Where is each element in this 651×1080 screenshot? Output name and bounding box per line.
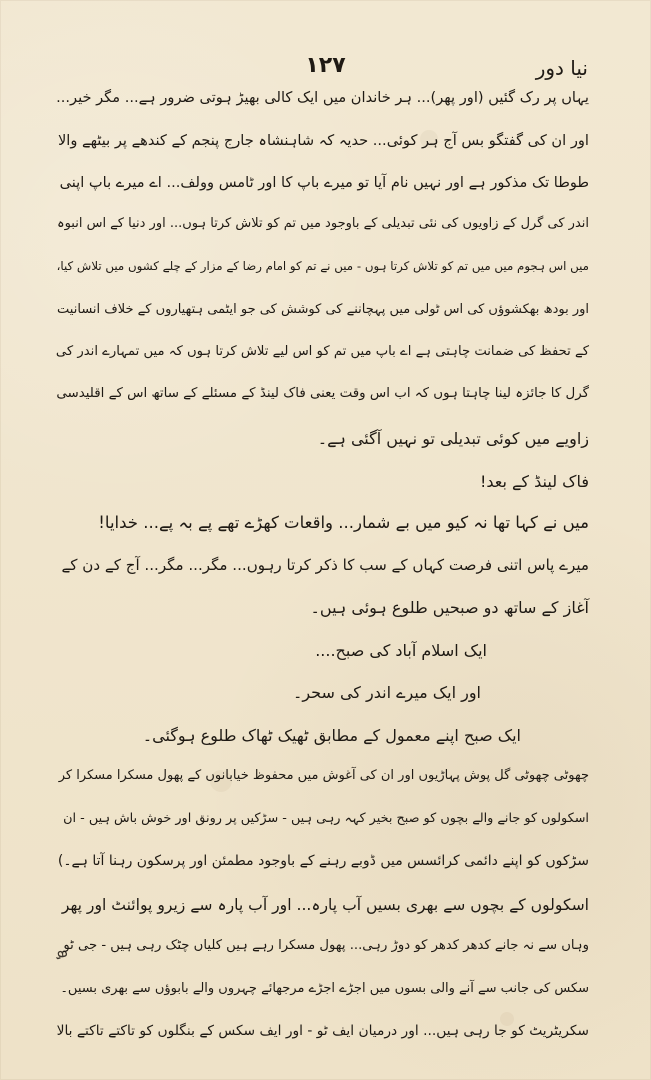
running-header-title: نیا دور: [535, 56, 588, 80]
page-content: [56, 89, 589, 1060]
text-line-17: چھوٹی چھوٹی گل پوش پہاڑیوں اور ان کی آغوش میں محفوظ خیابانوں کے پھول مسکرا مسکرا کر: [58, 768, 589, 783]
text-line-16: ایک صبح اپنے معمول کے مطابق ٹھیک ٹھاک طلوع ہوگئی۔: [142, 726, 521, 745]
text-line-14: ایک اسلام آباد کی صبح....: [315, 641, 487, 660]
text-line-15: اور ایک میرے اندر کی سحر۔: [292, 683, 481, 702]
text-line-18: اسکولوں کو جانے والے بچوں کو صبح بخیر کہہ رہی ہیں - سڑکیں پر رونق اور خوش باش ہیں - ان: [63, 811, 589, 826]
text-line-3: طوطا تک مذکور ہے اور نہیں نام آیا تو میرے باپ کا اور ٹامس وولف... اے میرے باپ اپنی: [59, 174, 589, 191]
text-line-6: اور بودھ بھکشوؤں کی اس ٹولی میں پہچاننے کی کوشش کی جو ایٹمی ہتھیاروں کے خلاف انسانیت: [57, 302, 589, 317]
text-line-8: گرل کا جائزہ لینا چاہتا ہوں کہ اب اس وقت یعنی فاک لینڈ کے مسئلے کے ساتھ اس کے اقلیدسی: [56, 386, 589, 401]
text-line-5: میں اس ہجوم میں میں تم کو تلاش کرتا ہوں - میں نے تم کو امام رضا کے مزار کے چلے کشوں میں تلاش کیا،: [56, 259, 589, 273]
text-line-19: سڑکوں کو اپنے دائمی کرائسس میں ڈوبے رہنے کے باوجود مطمئن اور پرسکون رہنا آتا ہے۔): [57, 853, 589, 869]
margin-mark: ܣ: [50, 941, 71, 965]
text-line-4: اندر کی گرل کے زاویوں کی نئی تبدیلی کے باوجود میں تم کو تلاش کرتا ہوں... اور دنیا کے اس انبوہ: [56, 216, 589, 231]
text-line-9: زاویے میں کوئی تبدیلی تو نہیں آگئی ہے۔: [317, 429, 589, 448]
text-line-21: وہاں سے نہ جانے کدھر کدھر کو دوڑ رہی... پھول مسکرا رہے ہیں کلیاں چٹک رہی ہیں - جی ٹو: [63, 938, 589, 953]
text-line-7: کے تحفظ کی ضمانت چاہتی ہے اے باپ میں تم کو اس لیے تلاش کرتا ہوں کہ میں تمہارے اندر کی: [55, 344, 589, 359]
text-line-13: آغاز کے ساتھ دو صبحیں طلوع ہوئی ہیں۔: [310, 598, 589, 617]
page-number: ۱۲۷: [305, 53, 346, 78]
text-line-11: میں نے کہا تھا نہ کیو میں بے شمار... واقعات کھڑے تھے پے بہ پے... خدایا!: [98, 513, 589, 532]
text-line-23: سکریٹریٹ کو جا رہی ہیں... اور درمیان ایف ٹو - اور ایف سکس کے بنگلوں کو تاکتے تاکتے بالا: [56, 1023, 589, 1039]
text-line-20: اسکولوں کے بچوں سے بھری بسیں آب پارہ... اور آب پارہ سے زیرو پوائنٹ اور پھر: [61, 896, 589, 914]
text-line-12: میرے پاس اتنی فرصت کہاں کے سب کا ذکر کرتا رہوں... مگر... مگر... آج کے دن کے: [61, 556, 589, 574]
text-line-10: فاک لینڈ کے بعد!: [479, 472, 589, 491]
text-line-22: سکس کی جانب سے آنے والی بسوں میں اجڑے اجڑے مرجھائے چہروں والے بابوؤں سے بھری بسیں۔: [60, 981, 589, 996]
text-line-2: اور ان کی گفتگو بس آج ہر کوئی... حدیہ کہ شاہنشاہ جارج پنجم کے کندھے پر بیٹھے والا: [57, 132, 589, 149]
text-line-1: یہاں پر رک گئیں (اور پھر)... ہر خاندان میں ایک کالی بھیڑ ہوتی ضرور ہے... مگر خیر...: [56, 89, 589, 106]
